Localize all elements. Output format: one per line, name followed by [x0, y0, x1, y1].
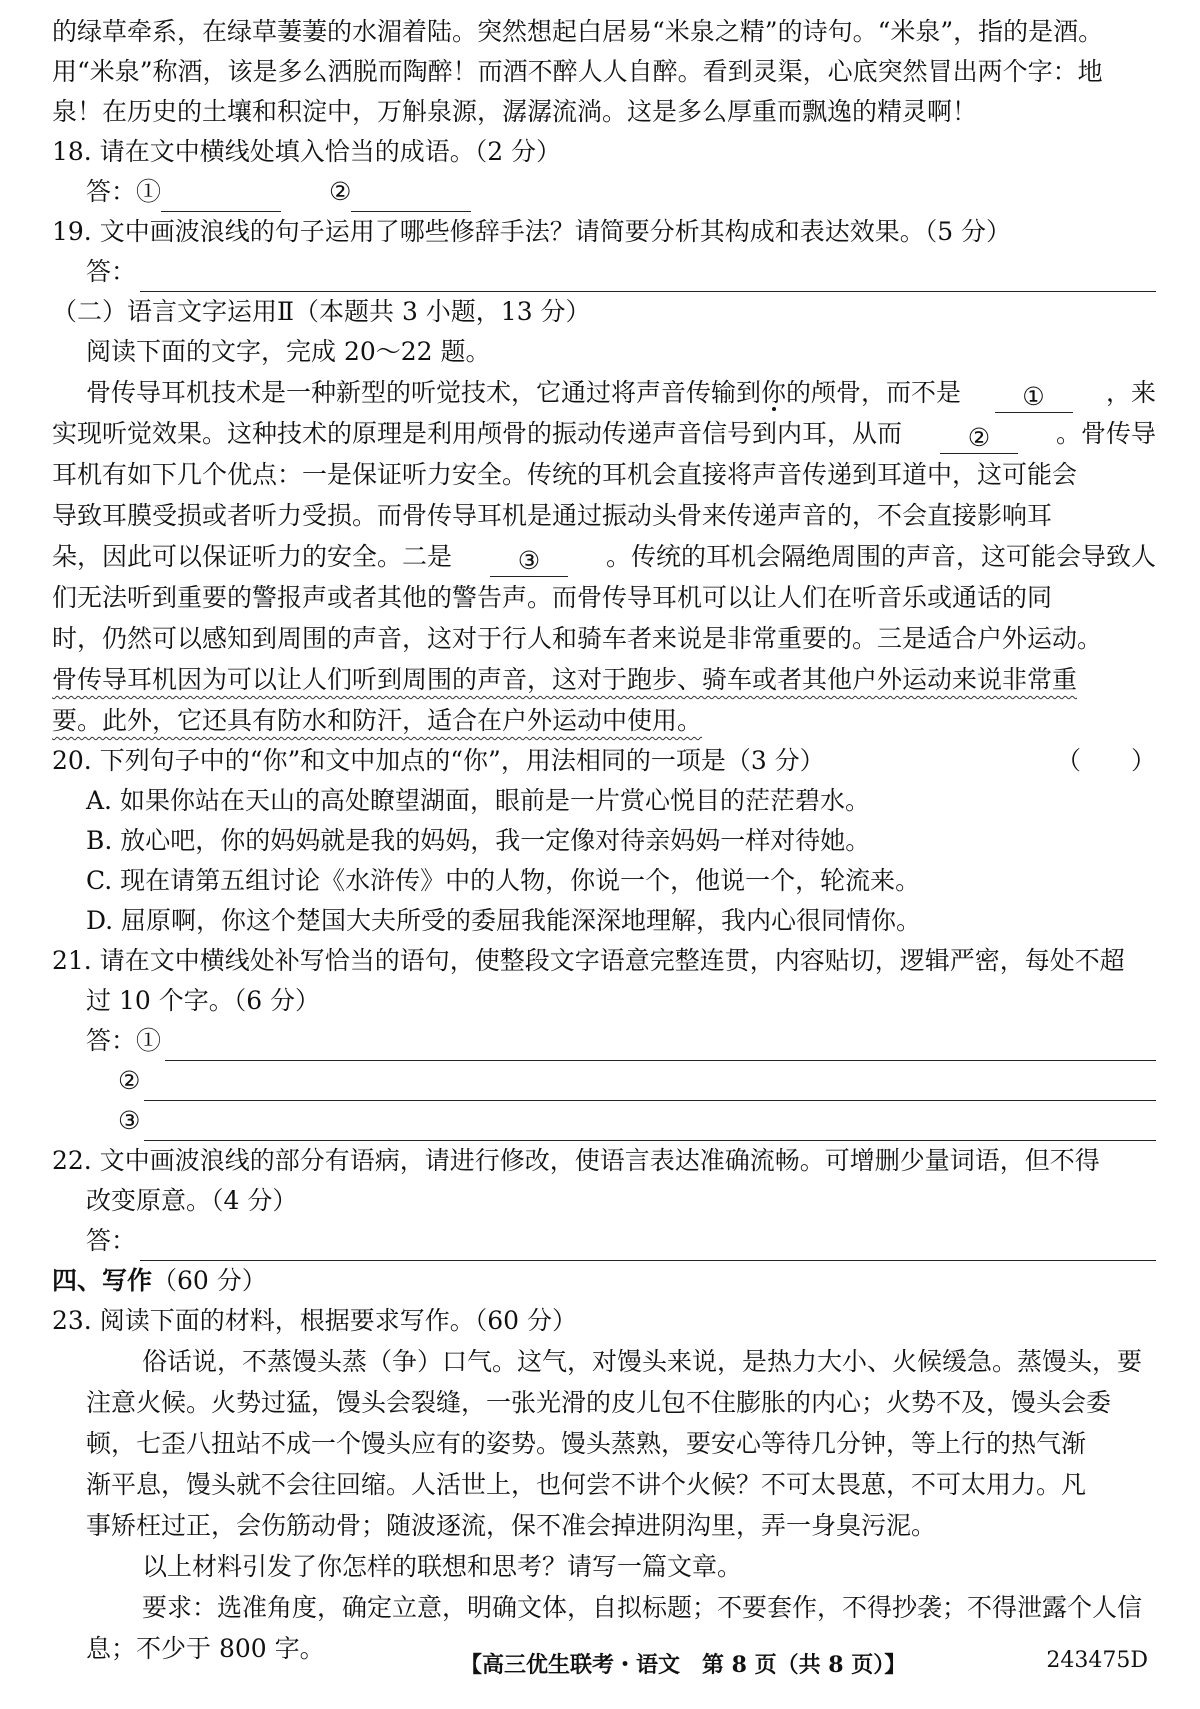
- question-21-cont: 过 10 个字。（6 分）: [86, 986, 321, 1015]
- question-21: 21. 请在文中横线处补写恰当的语句，使整段文字语意完整连贯，内容贴切，逻辑严密，每处不超: [52, 946, 1125, 975]
- passage-line-3: 耳机有如下几个优点：一是保证听力安全。传统的耳机会直接将声音传递到耳道中，这可能会: [52, 460, 1078, 489]
- answer-marker-2: ②: [329, 177, 352, 206]
- question-19-answer: [52, 252, 1156, 292]
- passage-blank-1[interactable]: ①: [995, 382, 1073, 413]
- answer-label: 答：①: [86, 177, 162, 206]
- question-18-answer: [52, 172, 1156, 212]
- question-20: 20. 下列句子中的“你”和文中加点的“你”，用法相同的一项是（3 分） （ ）: [52, 741, 1156, 781]
- footer-title: 【高三优生联考・语文 第 8 页（共 8 页）】: [460, 1652, 907, 1678]
- material-line-5: 事矫枉过正，会伤筋动骨；随波逐流，保不准会掉进阴沟里，弄一身臭污泥。: [86, 1511, 937, 1540]
- section-4-heading: 四、写作 （60 分）: [52, 1266, 267, 1295]
- wavy-sentence-part-2: 要。此外，它还具有防水和防汗，适合在户外运动中使用。: [52, 706, 703, 735]
- intro-line-3: 泉！在历史的土壤和积淀中，万斛泉源，潺潺流淌。这是多么厚重而飘逸的精灵啊！: [52, 97, 978, 126]
- passage-line-6: 们无法听到重要的警报声或者其他的警告声。而骨传导耳机可以让人们在听音乐或通话的同: [52, 583, 1053, 612]
- answer-label: 答：: [86, 257, 137, 286]
- answer-line-1[interactable]: [165, 1032, 1156, 1061]
- question-23: 23. 阅读下面的材料，根据要求写作。（60 分）: [52, 1306, 577, 1335]
- requirements-line-1: 要求：选准角度，确定立意，明确文体，自拟标题；不要套作，不得抄袭；不得泄露个人信: [142, 1593, 1143, 1622]
- exam-page: [52, 12, 1156, 1669]
- answer-bracket[interactable]: （ ）: [1055, 746, 1156, 775]
- passage-line-1: 骨传导耳机技术是一种新型的听觉技术，它通过将声音传输到你的颅骨，而不是 ① ，来: [86, 378, 1156, 411]
- option-d: D. 屈原啊，你这个楚国大夫所受的委屈我能深深地理解，我内心很同情你。: [86, 906, 922, 935]
- answer-line[interactable]: [140, 1232, 1156, 1261]
- writing-prompt: 以上材料引发了你怎样的联想和思考？请写一篇文章。: [142, 1552, 743, 1581]
- intro-line-1: 的绿草牵系，在绿草萋萋的水湄着陆。突然想起白居易“米泉之精”的诗句。“米泉”，指的是酒。: [52, 17, 1104, 46]
- page-footer: [0, 1640, 1200, 1680]
- answer-blank-2[interactable]: [351, 183, 471, 212]
- passage-line-5: 朵，因此可以保证听力的安全。二是 ③ 。传统的耳机会隔绝周围的声音，这可能会导致人: [52, 542, 1156, 575]
- question-21-answer-2: ②: [52, 1061, 1156, 1101]
- passage-line-9: [52, 700, 1156, 741]
- option-b: B. 放心吧，你的妈妈就是我的妈妈，我一定像对待亲妈妈一样对待她。: [86, 826, 871, 855]
- answer-blank-1[interactable]: [161, 183, 281, 212]
- passage: [52, 372, 1156, 741]
- passage-blank-2[interactable]: ②: [940, 423, 1018, 454]
- answer-line-2[interactable]: [144, 1072, 1156, 1101]
- passage-blank-3[interactable]: ③: [490, 546, 568, 577]
- answer-line-3[interactable]: [144, 1112, 1156, 1141]
- requirements-line-2: 息；不少于 800 字。: [86, 1634, 325, 1663]
- question-22-answer: 答：: [52, 1221, 1156, 1261]
- dotted-ni: 你: [761, 378, 787, 407]
- passage-line-8: [52, 659, 1156, 700]
- option-c: C. 现在请第五组讨论《水浒传》中的人物，你说一个，他说一个，轮流来。: [86, 866, 921, 895]
- writing-material: [52, 1341, 1156, 1669]
- option-a: A. 如果你站在天山的高处瞭望湖面，眼前是一片赏心悦目的茫茫碧水。: [86, 786, 870, 815]
- passage-line-2: 实现听觉效果。这种技术的原理是利用颅骨的振动传递声音信号到内耳，从而 ② 。骨传导: [52, 419, 1156, 452]
- answer-line[interactable]: [140, 263, 1156, 292]
- question-18: 18. 请在文中横线处填入恰当的成语。（2 分）: [52, 137, 562, 166]
- question-22: 22. 文中画波浪线的部分有语病，请进行修改，使语言表达准确流畅。可增删少量词语，但不得: [52, 1146, 1100, 1175]
- material-line-4: 渐平息，馒头就不会往回缩。人活世上，也何尝不讲个火候？不可太畏葸，不可太用力。凡: [86, 1470, 1087, 1499]
- material-line-2: 注意火候。火势过猛，馒头会裂缝，一张光滑的皮儿包不住膨胀的内心；火势不及，馒头会委: [86, 1388, 1112, 1417]
- footer-code: 243475D: [1046, 1648, 1148, 1673]
- passage-line-4: 导致耳膜受损或者听力受损。而骨传导耳机是通过振动头骨来传递声音的，不会直接影响耳: [52, 501, 1053, 530]
- material-line-3: 顿，七歪八扭站不成一个馒头应有的姿势。馒头蒸熟，要安心等待几分钟，等上行的热气渐: [86, 1429, 1087, 1458]
- question-19: 19. 文中画波浪线的句子运用了哪些修辞手法？请简要分析其构成和表达效果。（5 分）: [52, 217, 1012, 246]
- question-21-answer-3: ③: [52, 1101, 1156, 1141]
- wavy-sentence-part-1: 骨传导耳机因为可以让人们听到周围的声音，这对于跑步、骑车或者其他户外运动来说非常重: [52, 665, 1078, 694]
- material-line-1: 俗话说，不蒸馒头蒸（争）口气。这气，对馒头来说，是热力大小、火候缓急。蒸馒头，要: [142, 1347, 1143, 1376]
- section-2-heading: （二）语言文字运用Ⅱ（本题共 3 小题，13 分）: [52, 297, 591, 326]
- section-2-instruction: 阅读下面的文字，完成 20～22 题。: [86, 337, 491, 366]
- passage-line-7: 时，仍然可以感知到周围的声音，这对于行人和骑车者来说是非常重要的。三是适合户外运动。: [52, 624, 1103, 653]
- question-22-cont: 改变原意。（4 分）: [86, 1186, 298, 1215]
- intro-line-2: 用“米泉”称酒，该是多么洒脱而陶醉！而酒不醉人人自醉。看到灵渠，心底突然冒出两个字：地: [52, 57, 1103, 86]
- question-21-answer-1: 答：①: [52, 1021, 1156, 1061]
